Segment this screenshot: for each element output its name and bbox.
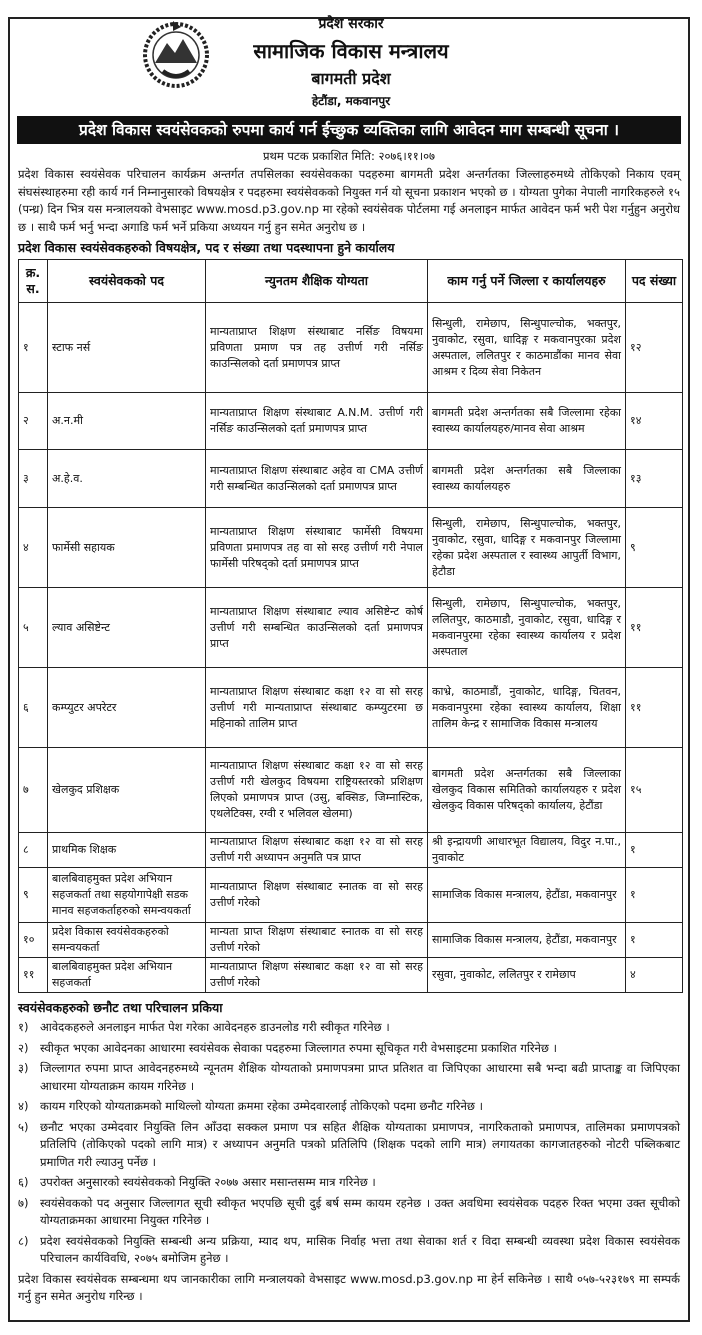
row-qualification: मान्यताप्राप्त शिक्षण संस्थाबाट कक्षा १२ वा सो सरह उत्तीर्ण गरेको <box>206 958 428 993</box>
process-item <box>18 1060 680 1095</box>
office-location: हेटौंडा, मकवानपुर <box>311 94 391 108</box>
row-qualification: मान्यताप्राप्त शिक्षण संस्थाबाट कक्षा १२ वा सो सरह उत्तीर्ण गरी अध्यापन अनुमति पत्र प्राप्त <box>206 833 428 868</box>
process-item <box>18 1019 680 1037</box>
row-qualification: मान्यता प्राप्त शिक्षण संस्थाबाट स्नातक वा सो सरह उत्तीर्ण गरेको <box>206 923 428 958</box>
table-row <box>19 668 683 748</box>
row-location: सामाजिक विकास मन्त्रालय, हेटौंडा, मकवानपुर <box>428 868 626 923</box>
publish-date: प्रथम पटक प्रकाशित मिति: २०७६।११।०७ <box>262 149 436 163</box>
row-post: स्टाफ नर्स <box>48 303 206 393</box>
row-location: सिन्धुली, रामेछाप, सिन्धुपाल्चोक, भक्तपुर, नुवाकोट, रसुवा, धादिङ्ग र मकवानपुरका प्रदेश अस्पताल, ललितपुर र काठमाडौंका मानव सेवा आश्रम र दिव्य सेवा निकेतन <box>428 303 626 393</box>
process-list <box>18 1019 680 1268</box>
process-item <box>18 1098 680 1116</box>
table-row <box>19 958 683 993</box>
process-item-number: ५) <box>18 1119 29 1134</box>
row-location: बागमती प्रदेश अन्तर्गतका सबै जिल्लामा रहेका स्वास्थ्य कार्यालयहरु/मानव सेवा आश्रम <box>428 393 626 450</box>
row-post: अ.हे.व. <box>48 450 206 508</box>
intro-paragraph: प्रदेश विकास स्वयंसेवक परिचालन कार्यक्रम अन्तर्गत तपसिलका स्वयंसेवकका पदहरुमा बागमती प्रदेश अन्तर्गतका जिल्लाहरुमध्ये तोकिएको निकाय एवम् संघसंस्थाहरुमा रही कार्य गर्न निम्नानुसारको विषयक्षेत्र र पदहरुमा स्वयंसेवकको नियुक्त गर्न यो सूचना प्रकाशन भएको छ । योग्यता पुगेका नेपाली नागरिकहरुले १५ (पन्ध्र) दिन भित्र यस मन्त्रालयको वेभसाइट www.mosd.p3.gov.np मा रहेको स्वयंसेवक पोर्टलमा गई अनलाइन मार्फत आवेदन फर्म भरी पेश गर्नुहुन अनुरोध छ । साथै फर्म भर्नु भन्दा अगाडि फर्म भर्ने प्रकिया अध्ययन गर्नु हुन समेत अनुरोध छ । <box>18 167 681 234</box>
row-sn: ५ <box>19 588 48 668</box>
process-item-text: उपरोक्त अनुसारको स्वयंसेवकको नियुक्ति २०७७ असार मसान्तसम्म मात्र गरिनेछ । <box>40 1175 376 1189</box>
notice-frame <box>8 17 690 1322</box>
notice-title: प्रदेश विकास स्वयंसेवकको रुपमा कार्य गर्न ईच्छुक व्यक्तिका लागि आवेदन माग सम्बन्धी सूचना । <box>17 116 681 144</box>
row-count: १ <box>626 923 683 958</box>
row-sn: १ <box>19 303 48 393</box>
row-qualification: मान्यताप्राप्त शिक्षण संस्थाबाट स्नातक वा सो सरह उत्तीर्ण गरेको <box>206 868 428 923</box>
process-item-text: स्वीकृत भएका आवेदनका आधारमा स्वयंसेवक सेवाका पदहरुमा जिल्लागत रुपमा सूचिकृत गरी वेभसाइटमा प्रकाशित गरिनेछ । <box>40 1040 558 1055</box>
process-item-number: ३) <box>18 1061 29 1075</box>
col-header-qualification: न्युनतम शैक्षिक योग्यता <box>206 260 428 303</box>
row-location: सिन्धुली, रामेछाप, सिन्धुपाल्चोक, भक्तपुर, नुवाकोट, रसुवा, धादिङ्ग र मकवानपुर जिल्लामा रहेका प्रदेश अस्पताल र स्वास्थ्य आपुर्ती विभाग, हेटौडा <box>428 508 626 588</box>
row-count: ९ <box>626 508 683 588</box>
government-name: प्रदेश सरकार <box>318 16 384 32</box>
row-qualification: मान्यताप्राप्त शिक्षण संस्थाबाट कक्षा १२ वा सो सरह उत्तीर्ण गरी मान्यताप्राप्त संस्थाबाट कम्प्युटरमा छ महिनाको तालिम प्राप्त <box>206 668 428 748</box>
table-heading: प्रदेश विकास स्वयंसेवकहरुको विषयक्षेत्र, पद र संख्या तथा पदस्थापना हुने कार्यालय <box>18 240 395 255</box>
row-count: ११ <box>626 668 683 748</box>
row-sn: ४ <box>19 508 48 588</box>
row-post: खेलकुद प्रशिक्षक <box>48 748 206 833</box>
process-item <box>18 1195 680 1230</box>
row-qualification: मान्यताप्राप्त शिक्षण संस्थाबाट कक्षा १२ वा सो सरह उत्तीर्ण गरी खेलकुद विषयमा राष्ट्रियस्तरको प्रशिक्षण लिएको प्रमाणपत्र प्राप्त (उसु, बक्सिङ, जिम्नास्टिक, एथलेटिक्स, रग्वी र भलिवल खेलमा) <box>206 748 428 833</box>
row-sn: ७ <box>19 748 48 833</box>
row-sn: ८ <box>19 833 48 868</box>
row-sn: २ <box>19 393 48 450</box>
table-row <box>19 393 683 450</box>
process-item <box>18 1119 680 1172</box>
row-location: रसुवा, नुवाकोट, ललितपुर र रामेछाप <box>428 958 626 993</box>
table-row <box>19 303 683 393</box>
process-item-text: कायम गरिएको योग्यताक्रमको माथिल्लो योग्यता क्रममा रहेका उम्मेदवारलाई तोकिएको पदमा छनौट गरिनेछ । <box>40 1099 483 1113</box>
row-location: सामाजिक विकास मन्त्रालय, हेटौंडा, मकवानपुर <box>428 923 626 958</box>
row-sn: १० <box>19 923 48 958</box>
row-sn: ३ <box>19 450 48 508</box>
row-count: १३ <box>626 450 683 508</box>
col-header-sn: क्र. स. <box>19 260 48 303</box>
process-item-text: प्रदेश स्वयंसेवकको नियुक्ति सम्बन्धी अन्य प्रक्रिया, म्याद थप, मासिक निर्वाह भत्ता तथा सेवाका शर्त र विदा सम्बन्धी व्यवस्था प्रदेश विकास स्वयंसेवक परिचालन कार्यविवधि, २०७५ बमोजिम हुनेछ । <box>40 1233 680 1265</box>
process-item-number: १) <box>18 1020 29 1034</box>
row-post: प्राथमिक शिक्षक <box>48 833 206 868</box>
process-item-number: ७) <box>18 1195 29 1210</box>
process-item <box>18 1040 680 1058</box>
table-row <box>19 748 683 833</box>
row-sn: ६ <box>19 668 48 748</box>
footer-note: प्रदेश विकास स्वयंसेवक सम्बन्धमा थप जानकारीका लागि मन्त्रालयको वेभसाइट www.mosd.p3.gov.np मा हेर्न सकिनेछ । साथै ०५७-५२३१७९ मा सम्पर्क गर्नु हुन समेत अनुरोध गरिन्छ । <box>18 1271 680 1303</box>
row-post: ल्याव असिष्टेन्ट <box>48 588 206 668</box>
row-location: बागमती प्रदेश अन्तर्गतका सबै जिल्लाका खेलकुद विकास समितिको कार्यालयहरु र प्रदेश खेलकुद विकास परिषद्को कार्यालय, हेटौंडा <box>428 748 626 833</box>
process-item <box>18 1233 680 1268</box>
process-item-text: आवेदकहरुले अनलाइन मार्फत पेश गरेका आवेदनहरु डाउनलोड गरी स्वीकृत गरिनेछ । <box>40 1020 390 1034</box>
process-heading: स्वयंसेवकहरुको छनौट तथा परिचालन प्रकिया <box>18 1000 223 1015</box>
row-qualification: मान्यताप्राप्त शिक्षण संस्थाबाट A.N.M. उत्तीर्ण गरी नर्सिङ काउन्सिलको दर्ता प्रमाणपत्र प्राप्त <box>206 393 428 450</box>
row-location: सिन्धुली, रामेछाप, सिन्धुपाल्चोक, भक्तपुर, ललितपुर, काठमाडौ, नुवाकोट, रसुवा, धादिङ्ग र मकवानपुरमा रहेका स्वास्थ्य कार्यालय र प्रदेश अस्पताल <box>428 588 626 668</box>
process-item-number: २) <box>18 1040 29 1055</box>
row-count: ११ <box>626 588 683 668</box>
row-count: १५ <box>626 748 683 833</box>
province-name: बागमती प्रदेश <box>311 69 391 88</box>
row-count: १ <box>626 868 683 923</box>
table-row <box>19 450 683 508</box>
col-header-location: काम गर्नु पर्ने जिल्ला र कार्यालयहरु <box>428 260 626 303</box>
row-qualification: मान्यताप्राप्त शिक्षण संस्थाबाट ल्याव असिष्टेन्ट कोर्ष उत्तीर्ण गरी सम्बन्धित काउन्सिलको दर्ता प्रमाणपत्र प्राप्त <box>206 588 428 668</box>
process-item-text: जिल्लागत रुपमा प्राप्त आवेदनहरुमध्ये न्यूनतम शैक्षिक योग्यताको प्रमाणपत्रमा प्राप्त प्रतिशत वा जिपिएका आधारमा सबै भन्दा बढी प्राप्ताङ्क वा जिपिएका आधारमा योग्यताक्रम कायम गरिनेछ । <box>40 1061 680 1093</box>
col-header-post: स्वयंसेवकको पद <box>48 260 206 303</box>
row-qualification: मान्यताप्राप्त शिक्षण संस्थाबाट अहेव वा CMA उत्तीर्ण गरी सम्बन्धित काउन्सिलको दर्ता प्रमाणपत्र प्राप्त <box>206 450 428 508</box>
row-qualification: मान्यताप्राप्त शिक्षण संस्थाबाट फार्मेसी विषयमा प्रविणता प्रमाणपत्र तह वा सो सरह उत्तीर्ण गरी नेपाल फार्मेसी परिषद्को दर्ता प्रमाणपत्र प्राप्त <box>206 508 428 588</box>
process-item <box>18 1174 680 1192</box>
table-row <box>19 923 683 958</box>
row-qualification: मान्यताप्राप्त शिक्षण संस्थाबाट नर्सिङ विषयमा प्रविणता प्रमाण पत्र तह उत्तीर्ण गरी नर्सिङ काउन्सिलको दर्ता प्रमाणपत्र प्राप्त <box>206 303 428 393</box>
row-post: कम्प्युटर अपरेटर <box>48 668 206 748</box>
col-header-count: पद संख्या <box>626 260 683 303</box>
row-location: बागमती प्रदेश अन्तर्गतका सबै जिल्लाका स्वास्थ्य कार्यालयहरु <box>428 450 626 508</box>
row-count: ४ <box>626 958 683 993</box>
row-sn: ९ <box>19 868 48 923</box>
ministry-name: सामाजिक विकास मन्त्रालय <box>253 39 449 63</box>
process-item-number: ४) <box>18 1099 29 1113</box>
row-location: काभ्रे, काठमाडौं, नुवाकोट, धादिङ्ग, चितवन, मकवानपुरमा रहेका स्वास्थ्य कार्यालय, शिक्षा तालिम केन्द्र र सामाजिक विकास मन्त्रालय <box>428 668 626 748</box>
table-row <box>19 508 683 588</box>
row-post: प्रदेश विकास स्वयंसेवकहरुको समन्वयकर्ता <box>48 923 206 958</box>
row-post: बालबिवाहमुक्त प्रदेश अभियान सहजकर्ता <box>48 958 206 993</box>
row-sn: ११ <box>19 958 48 993</box>
row-count: १२ <box>626 303 683 393</box>
process-item-text: स्वयंसेवकको पद अनुसार जिल्लागत सूची स्वीकृत भएपछि सूची दुई बर्ष सम्म कायम रहनेछ । उक्त अवधिमा स्वयंसेवक पदहरु रिक्त भएमा उक्त सूचीको योग्यताक्रमका आधारमा नियुक्त गरिनेछ । <box>40 1195 680 1227</box>
row-post: फार्मेसी सहायक <box>48 508 206 588</box>
row-post: बालबिवाहमुक्त प्रदेश अभियान सहजकर्ता तथा सहयोगापेक्षी सडक मानव सहजकर्ताहरुको समन्वयकर्ता <box>48 868 206 923</box>
table-row <box>19 868 683 923</box>
process-item-number: ६) <box>18 1175 29 1189</box>
row-count: १ <box>626 833 683 868</box>
table-row <box>19 833 683 868</box>
row-count: १४ <box>626 393 683 450</box>
process-item-text: छनौट भएका उम्मेदवार नियुक्ति लिन आँउदा सक्कल प्रमाण पत्र सहित शैक्षिक योग्यताका प्रमाणपत्र, नागरिकताको प्रमाणपत्र, तालिमका प्रमाणपत्रको प्रतिलिपि (तोकिएको पदको लागि मात्र) र अध्यापन अनुमति पत्रको प्रतिलिपि (शिक्षक पदको लागि मात्र) लगायतका कागजातहरुको नोटरी पब्लिकबाट प्रमाणित गरी ल्याउनु पर्नेछ । <box>40 1119 680 1169</box>
row-location: श्री इन्द्रायणी आधारभूत विद्यालय, विदुर न.पा., नुवाकोट <box>428 833 626 868</box>
process-item-number: ८) <box>18 1233 29 1248</box>
volunteer-posts-table <box>18 259 683 993</box>
table-row <box>19 588 683 668</box>
row-post: अ.न.मी <box>48 393 206 450</box>
